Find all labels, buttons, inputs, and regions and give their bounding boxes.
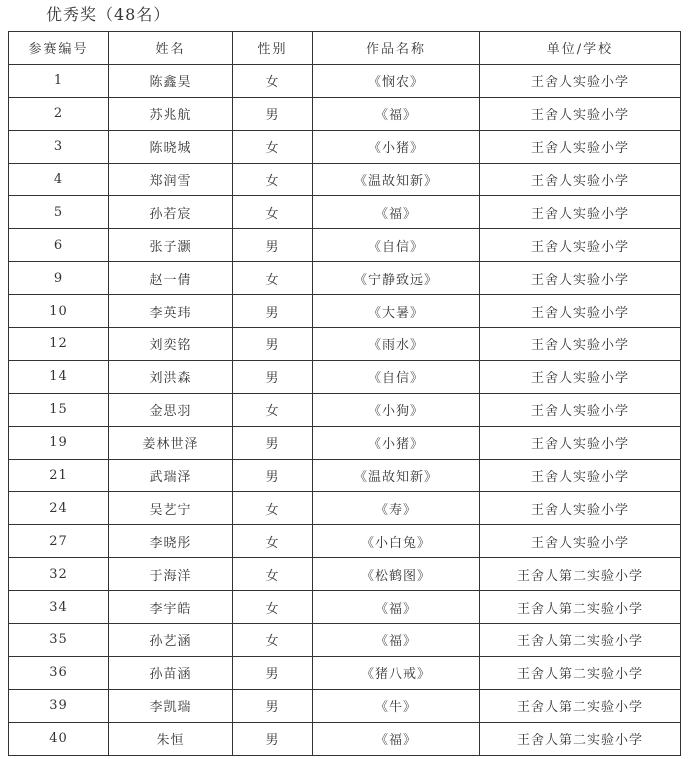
cell-entry-number: 15: [9, 393, 109, 426]
table-row: [9, 459, 681, 492]
table-row: [9, 262, 681, 295]
cell-entry-number: 6: [9, 229, 109, 262]
cell-work-title: 《松鹤图》: [313, 558, 480, 591]
cell-name: 李英玮: [109, 295, 233, 328]
cell-entry-number: 9: [9, 262, 109, 295]
cell-school: 王舍人实验小学: [480, 229, 681, 262]
cell-school: 王舍人实验小学: [480, 459, 681, 492]
table-row: [9, 624, 681, 657]
cell-school: 王舍人实验小学: [480, 262, 681, 295]
cell-entry-number: 19: [9, 426, 109, 459]
cell-entry-number: 14: [9, 360, 109, 393]
table-row: [9, 492, 681, 525]
cell-name: 于海洋: [109, 558, 233, 591]
cell-gender: 男: [233, 328, 313, 361]
table-row: [9, 360, 681, 393]
cell-name: 陈晓城: [109, 130, 233, 163]
cell-entry-number: 36: [9, 656, 109, 689]
cell-entry-number: 12: [9, 328, 109, 361]
cell-school: 王舍人第二实验小学: [480, 591, 681, 624]
cell-name: 陈鑫昊: [109, 64, 233, 97]
cell-school: 王舍人实验小学: [480, 492, 681, 525]
cell-work-title: 《福》: [313, 196, 480, 229]
table-row: [9, 591, 681, 624]
cell-work-title: 《自信》: [313, 229, 480, 262]
cell-name: 孙若宸: [109, 196, 233, 229]
cell-school: 王舍人实验小学: [480, 163, 681, 196]
cell-entry-number: 39: [9, 689, 109, 722]
cell-name: 李晓彤: [109, 525, 233, 558]
cell-gender: 女: [233, 525, 313, 558]
cell-work-title: 《寿》: [313, 492, 480, 525]
cell-gender: 男: [233, 656, 313, 689]
table-row: [9, 295, 681, 328]
table-row: [9, 689, 681, 722]
page-title: 优秀奖（48名）: [46, 5, 171, 24]
cell-entry-number: 4: [9, 163, 109, 196]
table-row: [9, 328, 681, 361]
column-header-entry-number: 参赛编号: [9, 32, 109, 65]
cell-entry-number: 2: [9, 97, 109, 130]
cell-gender: 男: [233, 295, 313, 328]
cell-work-title: 《小白兔》: [313, 525, 480, 558]
cell-school: 王舍人实验小学: [480, 130, 681, 163]
column-header-name: 姓名: [109, 32, 233, 65]
cell-name: 赵一倩: [109, 262, 233, 295]
cell-work-title: 《小狗》: [313, 393, 480, 426]
cell-work-title: 《大暑》: [313, 295, 480, 328]
cell-school: 王舍人实验小学: [480, 328, 681, 361]
cell-gender: 男: [233, 689, 313, 722]
table-row: [9, 130, 681, 163]
table-row: [9, 558, 681, 591]
cell-name: 孙苗涵: [109, 656, 233, 689]
cell-work-title: 《自信》: [313, 360, 480, 393]
cell-school: 王舍人实验小学: [480, 295, 681, 328]
cell-entry-number: 27: [9, 525, 109, 558]
cell-gender: 女: [233, 196, 313, 229]
cell-gender: 女: [233, 130, 313, 163]
cell-name: 刘奕铭: [109, 328, 233, 361]
table-row: [9, 525, 681, 558]
cell-entry-number: 1: [9, 64, 109, 97]
table-header-row: [9, 32, 681, 65]
cell-school: 王舍人第二实验小学: [480, 689, 681, 722]
cell-school: 王舍人实验小学: [480, 393, 681, 426]
column-header-school: 单位/学校: [480, 32, 681, 65]
cell-entry-number: 5: [9, 196, 109, 229]
table-body: [9, 64, 681, 755]
cell-school: 王舍人实验小学: [480, 426, 681, 459]
cell-school: 王舍人实验小学: [480, 64, 681, 97]
cell-name: 吴艺宁: [109, 492, 233, 525]
cell-work-title: 《雨水》: [313, 328, 480, 361]
cell-school: 王舍人实验小学: [480, 97, 681, 130]
table-row: [9, 163, 681, 196]
cell-work-title: 《猪八戒》: [313, 656, 480, 689]
cell-name: 武瑞泽: [109, 459, 233, 492]
cell-work-title: 《福》: [313, 722, 480, 755]
cell-gender: 男: [233, 722, 313, 755]
column-header-work-title: 作品名称: [313, 32, 480, 65]
cell-name: 孙艺涵: [109, 624, 233, 657]
cell-work-title: 《悯农》: [313, 64, 480, 97]
table-row: [9, 722, 681, 755]
table-row: [9, 656, 681, 689]
cell-school: 王舍人第二实验小学: [480, 624, 681, 657]
cell-school: 王舍人实验小学: [480, 360, 681, 393]
cell-work-title: 《宁静致远》: [313, 262, 480, 295]
cell-gender: 女: [233, 393, 313, 426]
cell-name: 郑润雪: [109, 163, 233, 196]
cell-name: 李宇皓: [109, 591, 233, 624]
cell-school: 王舍人实验小学: [480, 196, 681, 229]
cell-gender: 男: [233, 97, 313, 130]
cell-work-title: 《温故知新》: [313, 163, 480, 196]
table-row: [9, 97, 681, 130]
table-row: [9, 64, 681, 97]
table-row: [9, 196, 681, 229]
cell-gender: 女: [233, 163, 313, 196]
cell-work-title: 《温故知新》: [313, 459, 480, 492]
table-row: [9, 426, 681, 459]
cell-gender: 男: [233, 459, 313, 492]
table-row: [9, 393, 681, 426]
cell-name: 金思羽: [109, 393, 233, 426]
cell-gender: 女: [233, 64, 313, 97]
cell-gender: 女: [233, 262, 313, 295]
cell-name: 刘洪森: [109, 360, 233, 393]
award-table: [8, 31, 681, 756]
cell-gender: 男: [233, 360, 313, 393]
cell-entry-number: 3: [9, 130, 109, 163]
cell-name: 李凯瑞: [109, 689, 233, 722]
cell-gender: 女: [233, 624, 313, 657]
cell-name: 苏兆航: [109, 97, 233, 130]
cell-entry-number: 32: [9, 558, 109, 591]
cell-name: 朱恒: [109, 722, 233, 755]
cell-school: 王舍人第二实验小学: [480, 656, 681, 689]
cell-gender: 女: [233, 558, 313, 591]
cell-work-title: 《牛》: [313, 689, 480, 722]
cell-gender: 女: [233, 591, 313, 624]
cell-gender: 男: [233, 426, 313, 459]
cell-work-title: 《小猪》: [313, 130, 480, 163]
cell-school: 王舍人实验小学: [480, 525, 681, 558]
cell-work-title: 《小猪》: [313, 426, 480, 459]
cell-name: 姜林世泽: [109, 426, 233, 459]
cell-entry-number: 21: [9, 459, 109, 492]
cell-entry-number: 34: [9, 591, 109, 624]
cell-entry-number: 24: [9, 492, 109, 525]
cell-work-title: 《福》: [313, 591, 480, 624]
table-row: [9, 229, 681, 262]
cell-work-title: 《福》: [313, 624, 480, 657]
column-header-gender: 性别: [233, 32, 313, 65]
cell-work-title: 《福》: [313, 97, 480, 130]
cell-school: 王舍人第二实验小学: [480, 722, 681, 755]
cell-gender: 女: [233, 492, 313, 525]
cell-gender: 男: [233, 229, 313, 262]
cell-school: 王舍人第二实验小学: [480, 558, 681, 591]
cell-entry-number: 40: [9, 722, 109, 755]
cell-name: 张子灏: [109, 229, 233, 262]
cell-entry-number: 10: [9, 295, 109, 328]
cell-entry-number: 35: [9, 624, 109, 657]
